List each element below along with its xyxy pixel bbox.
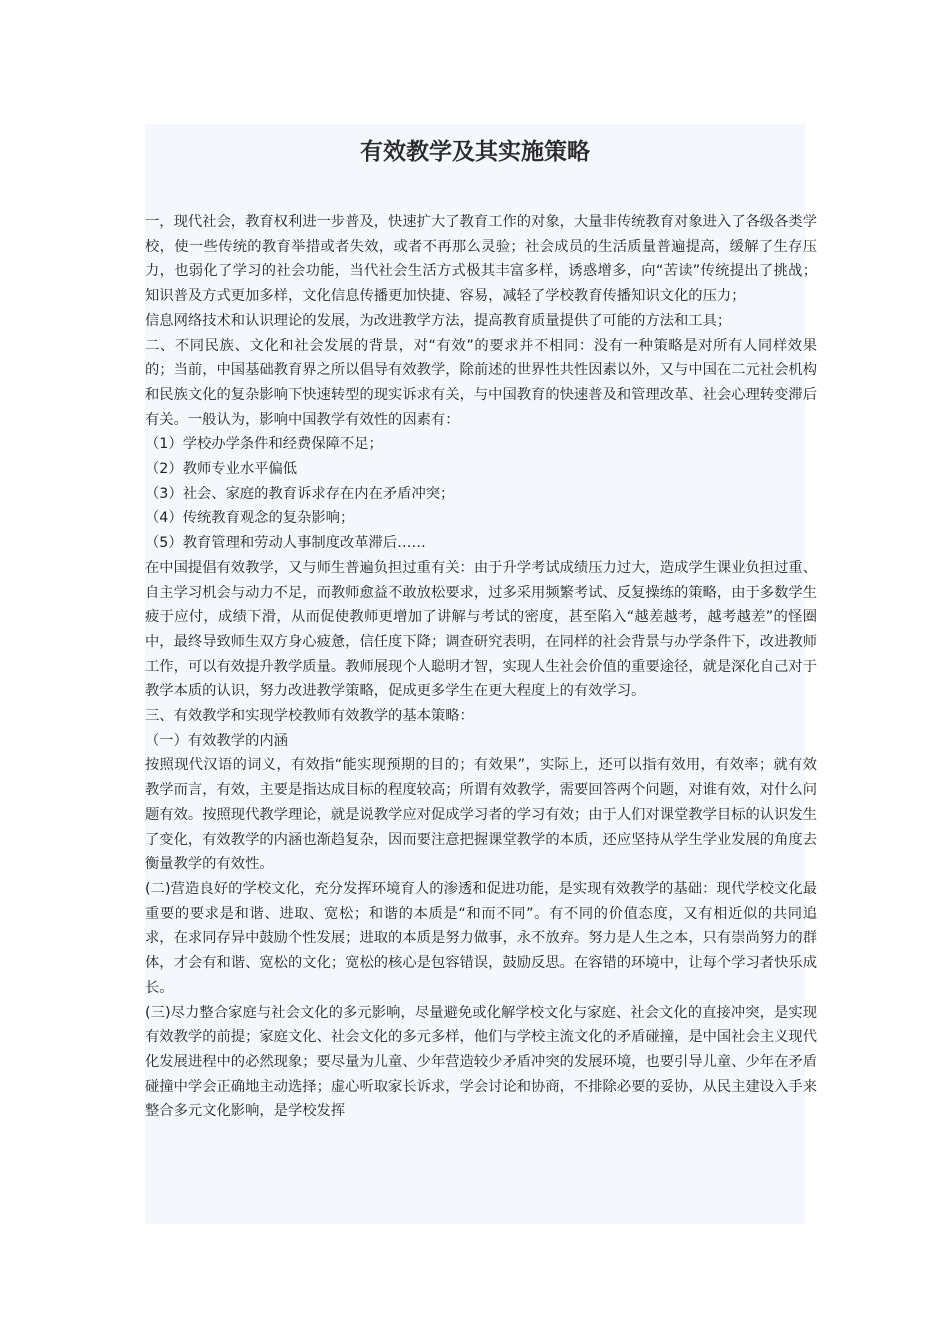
document-title: 有效教学及其实施策略 [360,138,590,165]
list-item: （3）社会、家庭的教育诉求存在内在矛盾冲突； [145,485,455,502]
document-page [145,124,817,1224]
list-item: （1）学校办学条件和经费保障不足； [145,436,383,453]
list-item: （4）传统教育观念的复杂影响； [145,510,355,527]
paragraph: 二、不同民族、文化和社会发展的背景，对“有效”的要求并不相同：没有一种策略是对所有人同样效果的；当前，中国基础教育界之所以倡导有效教学，除前述的世界性共性因素以外，又与中国在二元社会机构和民族文化的复杂影响下快速转型的现实诉求有关，与中国教育的快速普及和管理改革、社会心理转变滞后有关。一般认为，影响中国教学有效性的因素有： [145,337,817,428]
paragraph: (二)营造良好的学校文化，充分发挥环境育人的渗透和促进功能，是实现有效教学的基础：现代学校文化最重要的要求是和谐、进取、宽松；和谐的本质是“和而不同”。有不同的价值态度，又有相近似的共同追求，在求同存异中鼓励个性发展；进取的本质是努力做事，永不放弃。努力是人生之本，只有崇尚努力的群体，才会有和谐、宽松的文化；宽松的核心是包容错误，鼓励反思。在容错的环境中，让每个学习者快乐成长。 [145,880,817,996]
subsection-heading: （一）有效教学的内涵 [145,732,288,749]
list-item: （5）教育管理和劳动人事制度改革滞后…… [145,535,426,552]
paragraph: (三)尽力整合家庭与社会文化的多元影响，尽量避免或化解学校文化与家庭、社会文化的直接冲突，是实现有效教学的前提；家庭文化、社会文化的多元多样，他们与学校主流文化的矛盾碰撞，是中国社会主义现代化发展进程中的必然现象；要尽量为儿童、少年营造较少矛盾冲突的发展环境，也要引导儿童、少年在矛盾碰撞中学会正确地主动选择；虚心听取家长诉求，学会讨论和协商，不排除必要的妥协，从民主建设入手来整合多元文化影响，是学校发挥 [145,1004,817,1120]
document-body [145,210,817,1124]
paragraph: 信息网络技术和认识理论的发展，为改进教学方法，提高教育质量提供了可能的方法和工具； [145,312,732,329]
list-item: （2）教师专业水平偏低 [145,461,298,478]
paragraph: 按照现代汉语的词义，有效指“能实现预期的目的；有效果”，实际上，还可以指有效用，有效率；就有效教学而言，有效，主要是指达成目标的程度较高；所谓有效教学，需要回答两个问题，对谁有效，对什么问题有效。按照现代教学理论，就是说教学应对促成学习者的学习有效；由于人们对课堂教学目标的认识发生了变化，有效教学的内涵也渐趋复杂，因而要注意把握课堂教学的本质，还应坚持从学生学业发展的角度去衡量教学的有效性。 [145,757,817,873]
paragraph: 一，现代社会，教育权利进一步普及，快速扩大了教育工作的对象，大量非传统教育对象进入了各级各类学校，使一些传统的教育举措或者失效，或者不再那么灵验；社会成员的生活质量普遍提高，缓解了生存压力，也弱化了学习的社会功能，当代社会生活方式极其丰富多样，诱惑增多，向“苦读”传统提出了挑战；知识普及方式更加多样，文化信息传播更加快捷、容易，减轻了学校教育传播知识文化的压力； [145,214,817,305]
paragraph: 在中国提倡有效教学，又与师生普遍负担过重有关：由于升学考试成绩压力过大，造成学生课业负担过重、自主学习机会与动力不足，而教师愈益不敢放松要求，过多采用频繁考试、反复操练的策略，由于多数学生疲于应付，成绩下滑，从而促使教师更增加了讲解与考试的密度，甚至陷入“越差越考，越考越差”的怪圈中，最终导致师生双方身心疲惫，信任度下降；调查研究表明，在同样的社会背景与办学条件下，改进教师工作，可以有效提升教学质量。教师展现个人聪明才智，实现人生社会价值的重要途径，就是深化自己对于教学本质的认识，努力改进教学策略，促成更多学生在更大程度上的有效学习。 [145,559,817,700]
section-heading: 三、有效教学和实现学校教师有效教学的基本策略： [145,708,474,725]
